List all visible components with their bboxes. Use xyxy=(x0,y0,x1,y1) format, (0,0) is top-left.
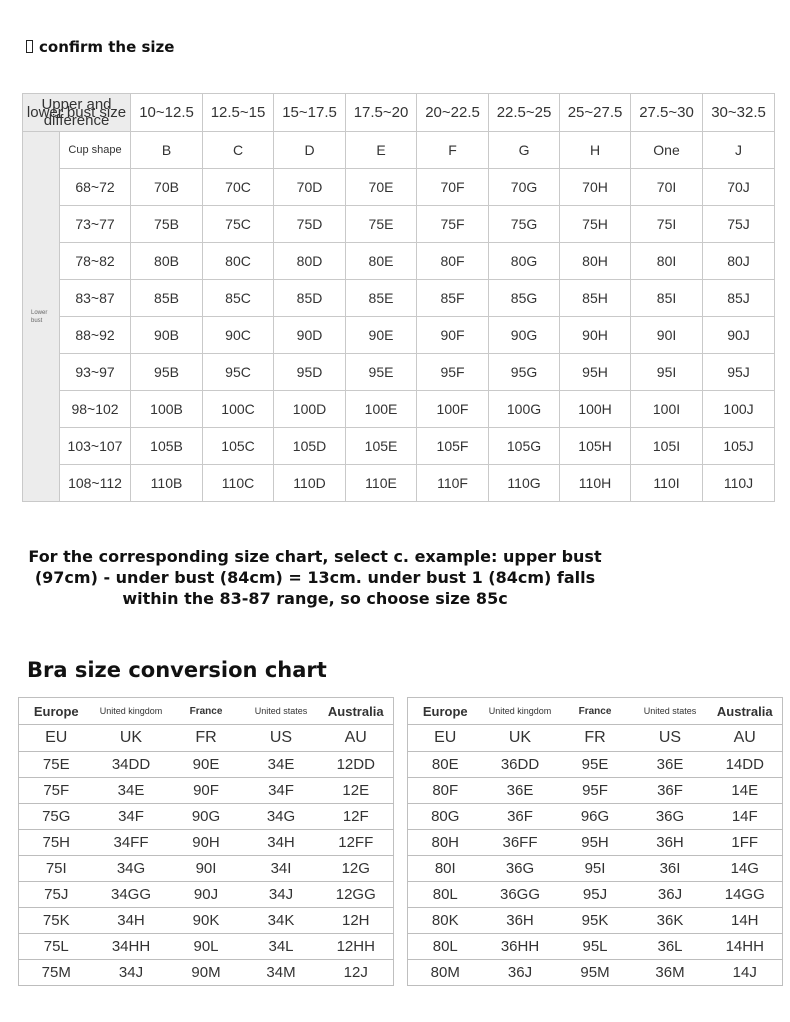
cup-header: E xyxy=(346,132,417,169)
size-cell: 75J xyxy=(703,206,775,243)
size-cell: 100G xyxy=(489,391,560,428)
size-cell: 100D xyxy=(274,391,346,428)
conversion-cell: 75J xyxy=(19,882,94,908)
region-code-header: US xyxy=(244,725,319,752)
size-cell: 110D xyxy=(274,465,346,502)
conversion-cell: 90H xyxy=(169,830,244,856)
conversion-cell: 36E xyxy=(483,778,558,804)
conversion-cell: 75L xyxy=(19,934,94,960)
size-cell: 105J xyxy=(703,428,775,465)
size-cell: 110H xyxy=(560,465,631,502)
size-cell: 90B xyxy=(131,317,203,354)
conversion-cell: 36F xyxy=(483,804,558,830)
size-cell: 105H xyxy=(560,428,631,465)
conversion-cell: 36J xyxy=(633,882,708,908)
table-row xyxy=(19,752,394,778)
lower-bust-range: 93~97 xyxy=(60,354,131,391)
lower-bust-range: 98~102 xyxy=(60,391,131,428)
table-row xyxy=(408,908,783,934)
table-row xyxy=(23,243,775,280)
region-code-row xyxy=(408,725,783,752)
table-row xyxy=(23,169,775,206)
conversion-cell: 36E xyxy=(633,752,708,778)
size-cell: 75D xyxy=(274,206,346,243)
conversion-cell: 95I xyxy=(558,856,633,882)
region-code-header: AU xyxy=(708,725,783,752)
conversion-cell: 34L xyxy=(244,934,319,960)
conversion-cell: 36F xyxy=(633,778,708,804)
conversion-cell: 75K xyxy=(19,908,94,934)
conversion-cell: 34M xyxy=(244,960,319,986)
size-cell: 100F xyxy=(417,391,489,428)
conversion-cell: 34G xyxy=(94,856,169,882)
region-code-header: UK xyxy=(483,725,558,752)
table-row xyxy=(23,465,775,502)
size-cell: 70F xyxy=(417,169,489,206)
conversion-cell: 36G xyxy=(633,804,708,830)
size-cell: 80G xyxy=(489,243,560,280)
size-cell: 90J xyxy=(703,317,775,354)
size-cell: 105F xyxy=(417,428,489,465)
conversion-cell: 90E xyxy=(169,752,244,778)
size-cell: 110C xyxy=(203,465,274,502)
region-code-header: US xyxy=(633,725,708,752)
country-header: Australia xyxy=(708,698,783,725)
table-row xyxy=(19,804,394,830)
conversion-cell: 34K xyxy=(244,908,319,934)
confirm-size-text: confirm the size xyxy=(39,38,175,56)
explanation-line-1: For the corresponding size chart, select c. example: upper bust xyxy=(28,547,602,566)
conversion-cell: 36M xyxy=(633,960,708,986)
cup-shape-label: Cup shape xyxy=(60,132,131,169)
size-cell: 85D xyxy=(274,280,346,317)
table-row xyxy=(408,882,783,908)
cup-header: J xyxy=(703,132,775,169)
conversion-cell: 34FF xyxy=(94,830,169,856)
size-cell: 70I xyxy=(631,169,703,206)
size-cell: 85H xyxy=(560,280,631,317)
size-cell: 70G xyxy=(489,169,560,206)
conversion-cell: 34I xyxy=(244,856,319,882)
region-code-header: FR xyxy=(558,725,633,752)
conversion-cell: 36G xyxy=(483,856,558,882)
conversion-cell: 90M xyxy=(169,960,244,986)
size-cell: 105I xyxy=(631,428,703,465)
size-chart-header-row xyxy=(23,94,775,132)
conversion-cell: 36H xyxy=(633,830,708,856)
size-cell: 85I xyxy=(631,280,703,317)
size-cell: 80F xyxy=(417,243,489,280)
conversion-cell: 80L xyxy=(408,882,483,908)
conversion-cell: 36H xyxy=(483,908,558,934)
bust-difference-header: 22.5~25 xyxy=(489,94,560,132)
conversion-cell: 12J xyxy=(319,960,394,986)
lower-bust-range: 78~82 xyxy=(60,243,131,280)
conversion-cell: 14H xyxy=(708,908,783,934)
size-cell: 90H xyxy=(560,317,631,354)
conversion-table-left xyxy=(18,697,394,986)
country-header: United kingdom xyxy=(94,698,169,725)
size-cell: 95C xyxy=(203,354,274,391)
conversion-cell: 12GG xyxy=(319,882,394,908)
size-cell: 70H xyxy=(560,169,631,206)
region-code-header: AU xyxy=(319,725,394,752)
country-header: United kingdom xyxy=(483,698,558,725)
conversion-cell: 80H xyxy=(408,830,483,856)
size-cell: 70D xyxy=(274,169,346,206)
conversion-cell: 95J xyxy=(558,882,633,908)
country-row xyxy=(408,698,783,725)
conversion-cell: 34DD xyxy=(94,752,169,778)
conversion-cell: 34F xyxy=(94,804,169,830)
table-row xyxy=(408,752,783,778)
cup-header: F xyxy=(417,132,489,169)
conversion-cell: 95L xyxy=(558,934,633,960)
bust-difference-header: 25~27.5 xyxy=(560,94,631,132)
region-code-header: EU xyxy=(408,725,483,752)
table-row xyxy=(23,280,775,317)
conversion-cell: 36I xyxy=(633,856,708,882)
size-cell: 90D xyxy=(274,317,346,354)
conversion-cell: 12H xyxy=(319,908,394,934)
conversion-cell: 36GG xyxy=(483,882,558,908)
conversion-cell: 80E xyxy=(408,752,483,778)
size-cell: 80J xyxy=(703,243,775,280)
conversion-cell: 34H xyxy=(244,830,319,856)
size-cell: 75G xyxy=(489,206,560,243)
size-cell: 80I xyxy=(631,243,703,280)
size-cell: 80E xyxy=(346,243,417,280)
box-icon xyxy=(26,40,33,53)
conversion-cell: 12DD xyxy=(319,752,394,778)
explanation-line-3: within the 83-87 range, so choose size 85c xyxy=(122,589,508,608)
conversion-cell: 12E xyxy=(319,778,394,804)
cup-header: B xyxy=(131,132,203,169)
size-cell: 95H xyxy=(560,354,631,391)
conversion-cell: 12G xyxy=(319,856,394,882)
table-row xyxy=(19,960,394,986)
table-row xyxy=(19,830,394,856)
conversion-cell: 80K xyxy=(408,908,483,934)
size-cell: 80D xyxy=(274,243,346,280)
lower-bust-range: 68~72 xyxy=(60,169,131,206)
bust-difference-header: 27.5~30 xyxy=(631,94,703,132)
conversion-cell: 34E xyxy=(94,778,169,804)
conversion-cell: 80M xyxy=(408,960,483,986)
table-row xyxy=(23,354,775,391)
size-cell: 75C xyxy=(203,206,274,243)
size-cell: 90F xyxy=(417,317,489,354)
size-chart-table xyxy=(22,93,775,502)
lower-bust-range: 83~87 xyxy=(60,280,131,317)
conversion-cell: 34J xyxy=(94,960,169,986)
conversion-cell: 34HH xyxy=(94,934,169,960)
conversion-chart-title: Bra size conversion chart xyxy=(27,658,327,682)
table-row xyxy=(408,856,783,882)
conversion-cell: 90F xyxy=(169,778,244,804)
table-row xyxy=(408,804,783,830)
country-header: Europe xyxy=(408,698,483,725)
table-row xyxy=(23,428,775,465)
conversion-cell: 34GG xyxy=(94,882,169,908)
size-cell: 75H xyxy=(560,206,631,243)
lower-bust-range: 88~92 xyxy=(60,317,131,354)
cup-header: D xyxy=(274,132,346,169)
size-cell: 90I xyxy=(631,317,703,354)
size-cell: 105G xyxy=(489,428,560,465)
size-cell: 90E xyxy=(346,317,417,354)
conversion-cell: 36DD xyxy=(483,752,558,778)
country-row xyxy=(19,698,394,725)
conversion-cell: 80G xyxy=(408,804,483,830)
bust-difference-header: 30~32.5 xyxy=(703,94,775,132)
conversion-cell: 12FF xyxy=(319,830,394,856)
size-cell: 95J xyxy=(703,354,775,391)
size-cell: 105D xyxy=(274,428,346,465)
cup-row xyxy=(23,132,775,169)
bust-difference-header: 10~12.5 xyxy=(131,94,203,132)
size-cell: 90C xyxy=(203,317,274,354)
conversion-cell: 34H xyxy=(94,908,169,934)
bust-difference-header: 15~17.5 xyxy=(274,94,346,132)
conversion-cell: 80L xyxy=(408,934,483,960)
size-cell: 105C xyxy=(203,428,274,465)
size-cell: 95I xyxy=(631,354,703,391)
table-row xyxy=(23,206,775,243)
size-cell: 85E xyxy=(346,280,417,317)
table-row xyxy=(19,856,394,882)
size-cell: 70C xyxy=(203,169,274,206)
conversion-cell: 75G xyxy=(19,804,94,830)
country-header: France xyxy=(558,698,633,725)
table-row xyxy=(23,391,775,428)
conversion-cell: 95K xyxy=(558,908,633,934)
table-row xyxy=(23,317,775,354)
size-cell: 85F xyxy=(417,280,489,317)
conversion-cell: 95M xyxy=(558,960,633,986)
size-cell: 70B xyxy=(131,169,203,206)
lower-bust-range: 73~77 xyxy=(60,206,131,243)
country-header: Europe xyxy=(19,698,94,725)
size-cell: 85J xyxy=(703,280,775,317)
table-row xyxy=(19,882,394,908)
conversion-cell: 90G xyxy=(169,804,244,830)
conversion-cell: 14E xyxy=(708,778,783,804)
size-explanation xyxy=(0,546,630,609)
size-cell: 70E xyxy=(346,169,417,206)
country-header: United states xyxy=(244,698,319,725)
conversion-cell: 36HH xyxy=(483,934,558,960)
size-cell: 85C xyxy=(203,280,274,317)
conversion-cell: 95F xyxy=(558,778,633,804)
cup-header: G xyxy=(489,132,560,169)
confirm-size-title xyxy=(26,38,174,56)
table-row xyxy=(408,778,783,804)
size-cell: 80C xyxy=(203,243,274,280)
conversion-cell: 14G xyxy=(708,856,783,882)
table-row xyxy=(19,934,394,960)
size-cell: 70J xyxy=(703,169,775,206)
size-cell: 110F xyxy=(417,465,489,502)
size-cell: 75E xyxy=(346,206,417,243)
conversion-cell: 14HH xyxy=(708,934,783,960)
size-cell: 75B xyxy=(131,206,203,243)
conversion-cell: 75H xyxy=(19,830,94,856)
size-cell: 95D xyxy=(274,354,346,391)
conversion-cell: 12HH xyxy=(319,934,394,960)
size-cell: 90G xyxy=(489,317,560,354)
size-cell: 100J xyxy=(703,391,775,428)
size-cell: 75F xyxy=(417,206,489,243)
size-cell: 105E xyxy=(346,428,417,465)
bust-difference-header: 20~22.5 xyxy=(417,94,489,132)
region-code-header: UK xyxy=(94,725,169,752)
conversion-cell: 12F xyxy=(319,804,394,830)
conversion-cell: 95E xyxy=(558,752,633,778)
table-row xyxy=(19,908,394,934)
region-code-header: EU xyxy=(19,725,94,752)
bust-difference-header: 12.5~15 xyxy=(203,94,274,132)
lower-bust-range: 103~107 xyxy=(60,428,131,465)
size-cell: 110E xyxy=(346,465,417,502)
conversion-cell: 36J xyxy=(483,960,558,986)
bust-difference-header: 17.5~20 xyxy=(346,94,417,132)
conversion-cell: 34F xyxy=(244,778,319,804)
conversion-cell: 90K xyxy=(169,908,244,934)
conversion-cell: 34J xyxy=(244,882,319,908)
size-cell: 100H xyxy=(560,391,631,428)
size-cell: 100I xyxy=(631,391,703,428)
size-cell: 95G xyxy=(489,354,560,391)
conversion-cell: 14GG xyxy=(708,882,783,908)
size-cell: 85G xyxy=(489,280,560,317)
conversion-cell: 75I xyxy=(19,856,94,882)
conversion-cell: 96G xyxy=(558,804,633,830)
region-code-header: FR xyxy=(169,725,244,752)
region-code-row xyxy=(19,725,394,752)
table-row xyxy=(408,934,783,960)
conversion-cell: 75E xyxy=(19,752,94,778)
conversion-cell: 1FF xyxy=(708,830,783,856)
conversion-cell: 90I xyxy=(169,856,244,882)
size-cell: 75I xyxy=(631,206,703,243)
size-cell: 80B xyxy=(131,243,203,280)
cup-header: One xyxy=(631,132,703,169)
conversion-cell: 14J xyxy=(708,960,783,986)
conversion-cell: 14DD xyxy=(708,752,783,778)
size-cell: 95F xyxy=(417,354,489,391)
lower-bust-range: 108~112 xyxy=(60,465,131,502)
country-header: France xyxy=(169,698,244,725)
table-row xyxy=(408,960,783,986)
size-cell: 105B xyxy=(131,428,203,465)
lower-bust-label: Lower bust xyxy=(23,132,60,502)
size-cell: 110J xyxy=(703,465,775,502)
bust-difference-label: Upper and lower bust size difference xyxy=(23,94,131,132)
size-cell: 100C xyxy=(203,391,274,428)
explanation-line-2: (97cm) - under bust (84cm) = 13cm. under bust 1 (84cm) falls xyxy=(34,568,596,587)
conversion-cell: 75M xyxy=(19,960,94,986)
table-row xyxy=(19,778,394,804)
conversion-table-right xyxy=(407,697,783,986)
size-cell: 110B xyxy=(131,465,203,502)
size-cell: 85B xyxy=(131,280,203,317)
conversion-cell: 36K xyxy=(633,908,708,934)
country-header: United states xyxy=(633,698,708,725)
conversion-cell: 95H xyxy=(558,830,633,856)
conversion-cell: 34G xyxy=(244,804,319,830)
size-cell: 95E xyxy=(346,354,417,391)
conversion-cell: 14F xyxy=(708,804,783,830)
cup-header: C xyxy=(203,132,274,169)
cup-header: H xyxy=(560,132,631,169)
conversion-cell: 36L xyxy=(633,934,708,960)
conversion-cell: 80I xyxy=(408,856,483,882)
conversion-cell: 80F xyxy=(408,778,483,804)
conversion-cell: 34E xyxy=(244,752,319,778)
table-row xyxy=(408,830,783,856)
size-cell: 80H xyxy=(560,243,631,280)
size-cell: 95B xyxy=(131,354,203,391)
size-cell: 100B xyxy=(131,391,203,428)
conversion-cell: 90J xyxy=(169,882,244,908)
country-header: Australia xyxy=(319,698,394,725)
conversion-cell: 75F xyxy=(19,778,94,804)
conversion-cell: 90L xyxy=(169,934,244,960)
size-cell: 100E xyxy=(346,391,417,428)
size-cell: 110I xyxy=(631,465,703,502)
conversion-cell: 36FF xyxy=(483,830,558,856)
size-cell: 110G xyxy=(489,465,560,502)
